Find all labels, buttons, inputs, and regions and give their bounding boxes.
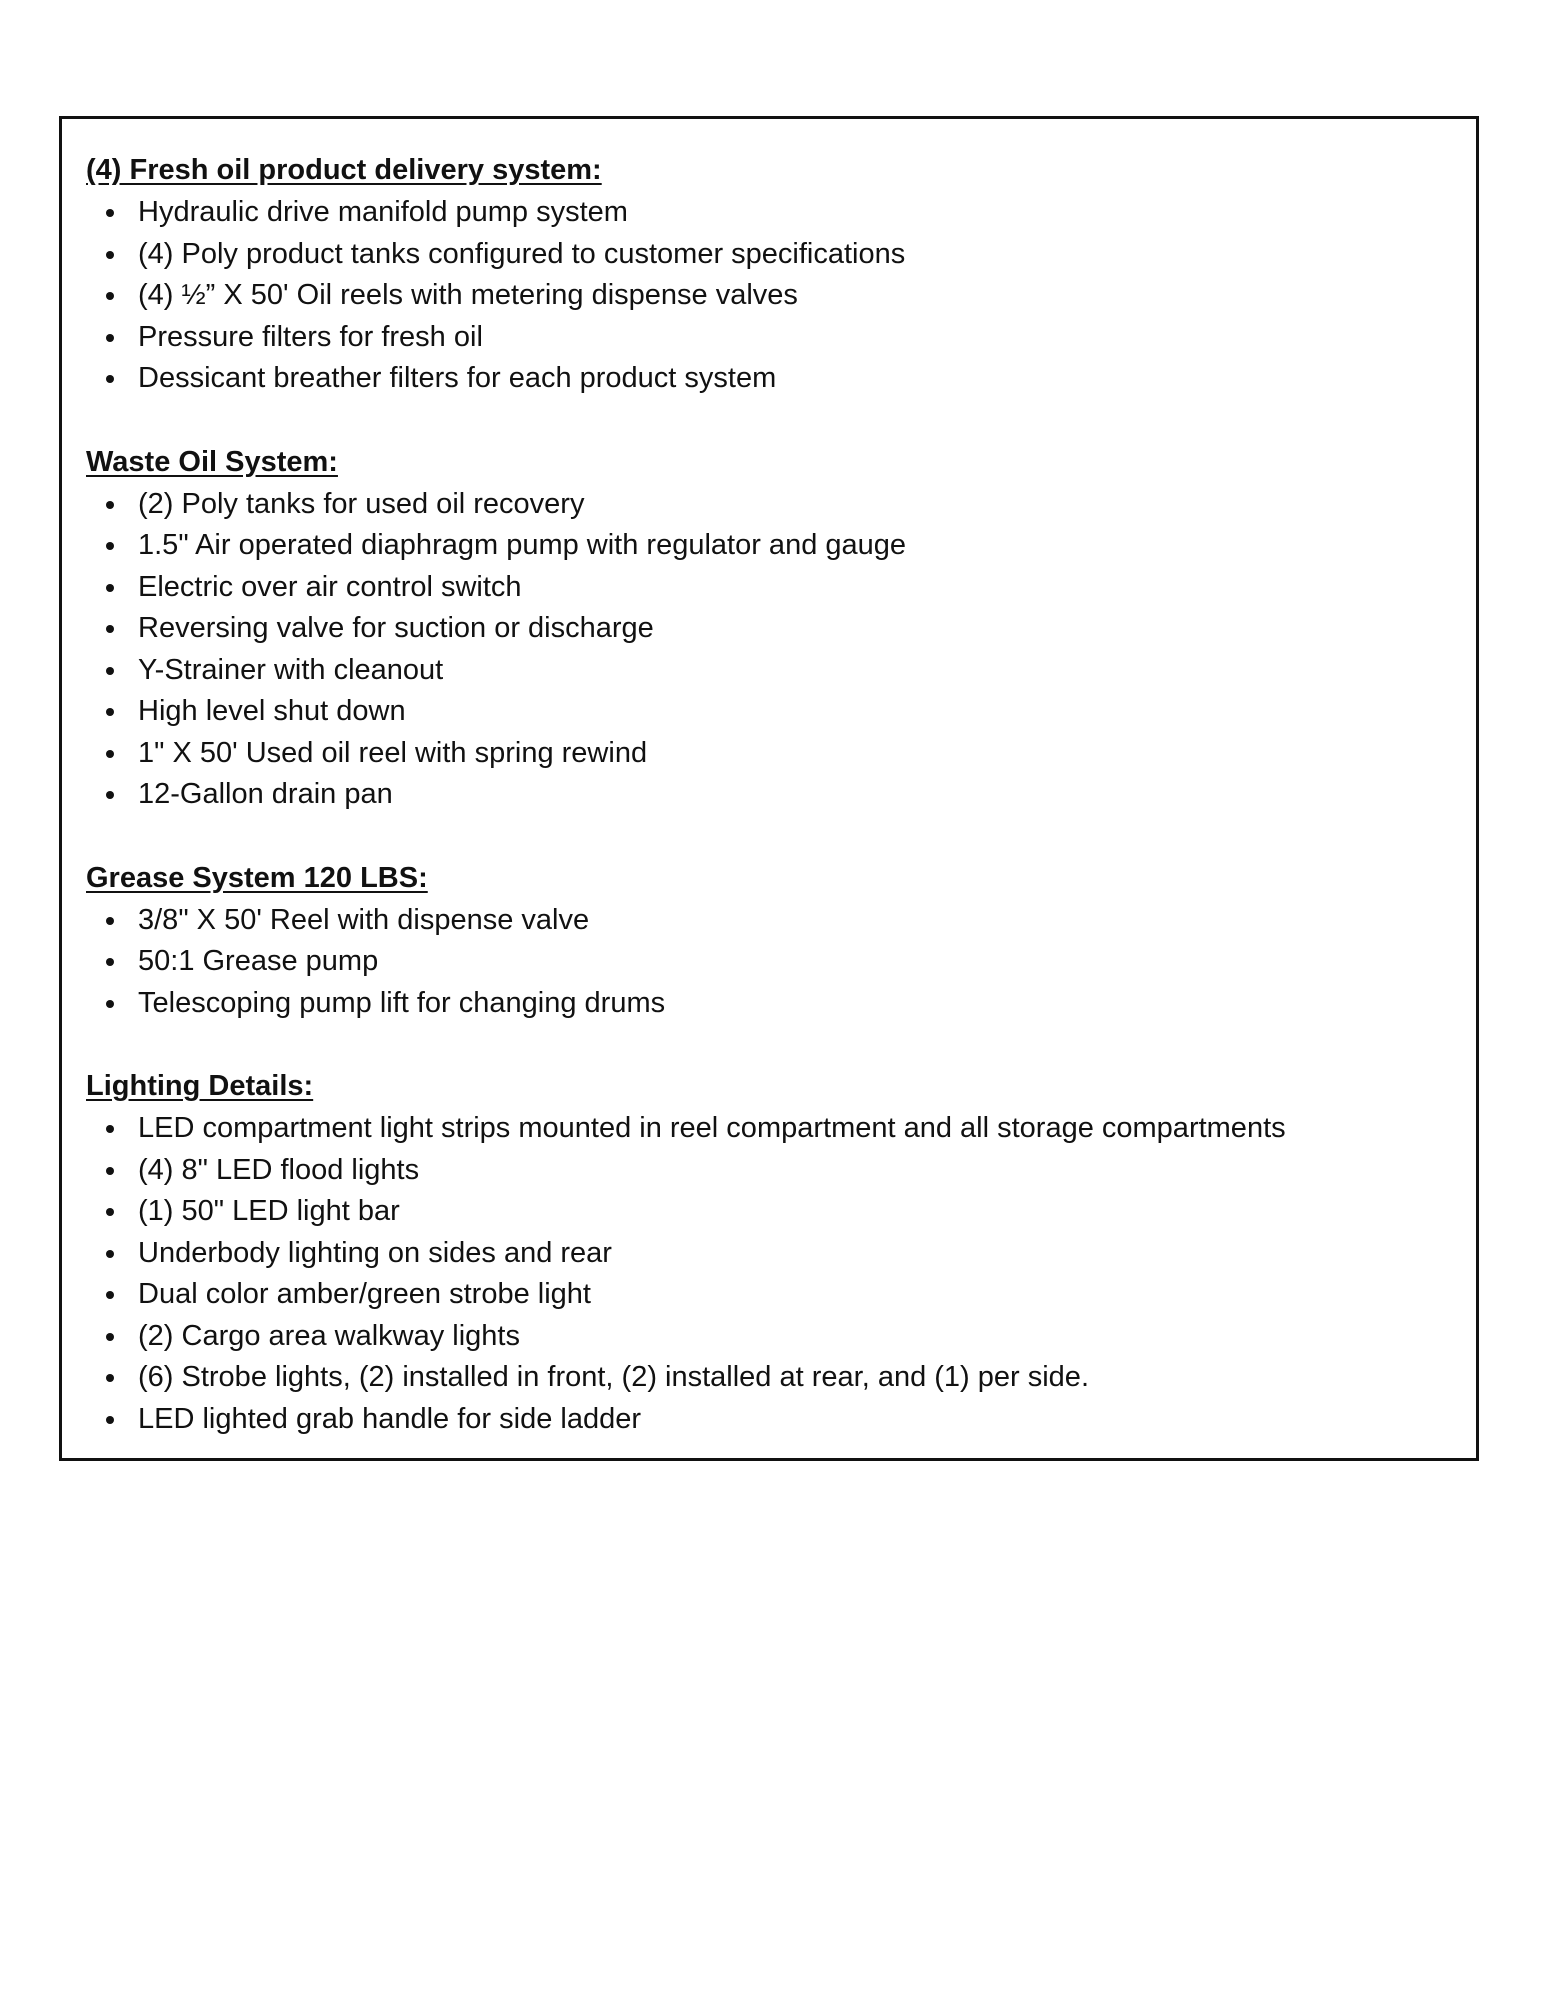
section-grease bbox=[86, 858, 1452, 1025]
list-item: 1" X 50' Used oil reel with spring rewind bbox=[86, 733, 1452, 775]
spec-box bbox=[59, 116, 1479, 1461]
section-list bbox=[86, 192, 1452, 400]
section-list bbox=[86, 484, 1452, 816]
list-item: 1.5" Air operated diaphragm pump with regulator and gauge bbox=[86, 525, 1452, 567]
list-item: (6) Strobe lights, (2) installed in front, (2) installed at rear, and (1) per side. bbox=[86, 1357, 1452, 1399]
list-item: Dessicant breather filters for each product system bbox=[86, 358, 1452, 400]
section-fresh-oil bbox=[86, 150, 1452, 400]
list-item: 12-Gallon drain pan bbox=[86, 774, 1452, 816]
list-item: LED lighted grab handle for side ladder bbox=[86, 1399, 1452, 1441]
list-item: (4) 8" LED flood lights bbox=[86, 1150, 1452, 1192]
section-list bbox=[86, 900, 1452, 1025]
list-item: (4) Poly product tanks configured to customer specifications bbox=[86, 234, 1452, 276]
section-lighting bbox=[86, 1066, 1452, 1440]
list-item: (2) Cargo area walkway lights bbox=[86, 1316, 1452, 1358]
list-item: Underbody lighting on sides and rear bbox=[86, 1233, 1452, 1275]
list-item: (1) 50" LED light bar bbox=[86, 1191, 1452, 1233]
list-item: High level shut down bbox=[86, 691, 1452, 733]
section-heading: Waste Oil System: bbox=[86, 445, 338, 478]
section-heading: Lighting Details: bbox=[86, 1070, 314, 1102]
list-item: Y-Strainer with cleanout bbox=[86, 650, 1452, 692]
list-item: (4) ½” X 50' Oil reels with metering dispense valves bbox=[86, 275, 1452, 317]
list-item: Dual color amber/green strobe light bbox=[86, 1274, 1452, 1316]
section-heading: (4) Fresh oil product delivery system: bbox=[86, 154, 602, 186]
list-item: Telescoping pump lift for changing drums bbox=[86, 983, 1452, 1025]
list-item: Electric over air control switch bbox=[86, 567, 1452, 609]
section-list bbox=[86, 1108, 1452, 1440]
list-item: (2) Poly tanks for used oil recovery bbox=[86, 484, 1452, 526]
list-item: 3/8" X 50' Reel with dispense valve bbox=[86, 900, 1452, 942]
list-item: Hydraulic drive manifold pump system bbox=[86, 192, 1452, 234]
list-item: Pressure filters for fresh oil bbox=[86, 317, 1452, 359]
list-item: Reversing valve for suction or discharge bbox=[86, 608, 1452, 650]
list-item: 50:1 Grease pump bbox=[86, 941, 1452, 983]
section-heading: Grease System 120 LBS: bbox=[86, 861, 428, 894]
list-item: LED compartment light strips mounted in reel compartment and all storage compartments bbox=[86, 1108, 1452, 1150]
section-waste-oil bbox=[86, 442, 1452, 816]
